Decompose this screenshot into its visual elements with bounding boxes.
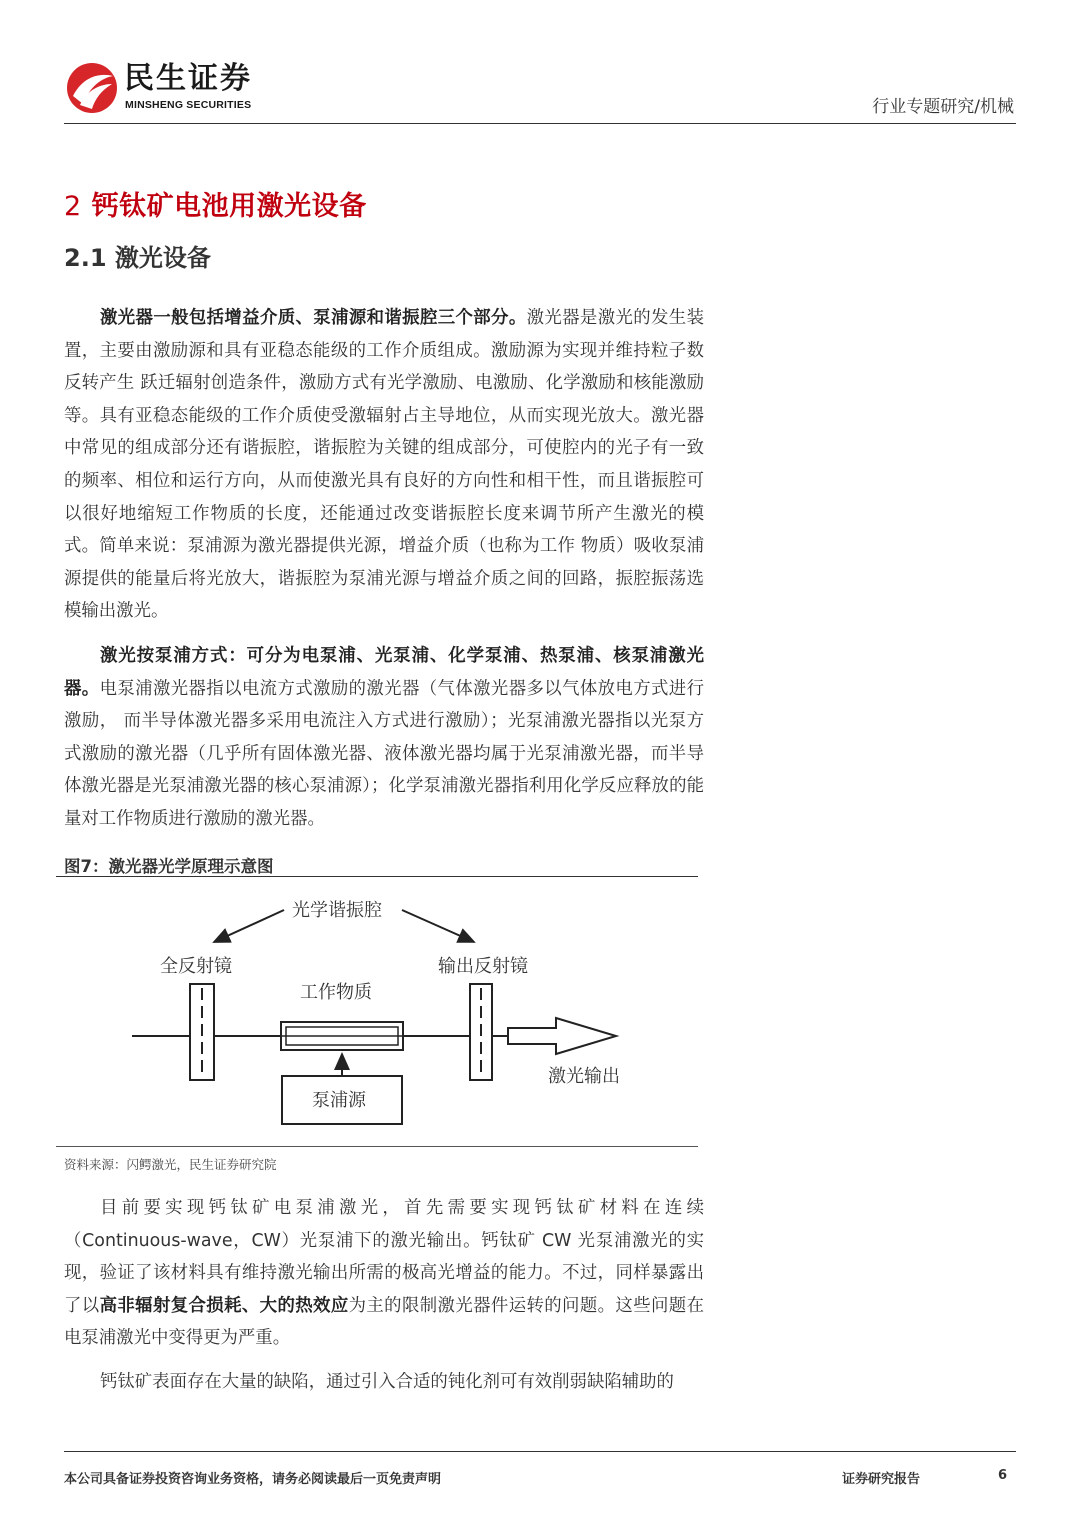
figure-bottom-rule [56,1146,698,1147]
brand-name-cn: 民生证券 [124,61,252,96]
working-medium [281,1022,403,1050]
header-divider [64,123,1016,124]
output-mirror [470,984,492,1080]
laser-output-arrow [508,1018,616,1054]
subsection-heading: 2.1 激光设备 [64,244,211,272]
footer-disclaimer: 本公司具备证券投资咨询业务资格，请务必阅读最后一页免责声明 [64,1472,442,1487]
output-mirror-label: 输出反射镜 [438,956,528,977]
cavity-label: 光学谐振腔 [292,900,382,921]
full-mirror-label: 全反射镜 [160,956,232,977]
report-category: 行业专题研究/机械 [872,97,1014,117]
laser-principle-diagram [56,880,698,1142]
medium-label: 工作物质 [300,982,372,1003]
section-number: 2 [64,191,82,222]
figure-top-rule [56,876,698,877]
full-reflecting-mirror [190,984,214,1080]
brand-name-en: MINSHENG SECURITIES [125,99,252,111]
footer-divider [64,1451,1016,1452]
page-number: 6 [998,1468,1008,1483]
section-title: 钙钛矿电池用激光设备 [91,191,367,222]
paragraph-pump-methods [64,640,704,836]
laser-output-label: 激光输出 [548,1066,620,1087]
cavity-arrow-left [214,910,284,942]
figure-title: 图7：激光器光学原理示意图 [64,857,274,876]
paragraph-emphasis: 高非辐射复合损耗、大的热效应 [99,1295,349,1316]
paragraph-body-c: 为主的限制激光器件运转的问题。这些问题在电泵浦激光中变得更为严重。 [64,1295,704,1349]
paragraph-laser-components [64,302,704,628]
paragraph-cw-pumping [64,1192,704,1355]
cavity-arrow-right [402,910,474,942]
footer-report-type: 证券研究报告 [842,1472,921,1487]
minsheng-logo-icon [66,62,118,114]
paragraph-defects: 钙钛矿表面存在大量的缺陷，通过引入合适的钝化剂可有效削弱缺陷辅助的 [100,1372,674,1392]
figure-source: 资料来源：闪鳄激光，民生证券研究院 [64,1157,277,1172]
paragraph-body: 电泵浦激光器指以电流方式激励的激光器（气体激光器多以气体放电方式进行激励， 而半导体激光器多采用电流注入方式进行激励）；光泵浦激光器指以光泵方式激励的激光器（几乎所有固体激光器、液体激光器均属于光泵浦激光器，而半导体激光器是光泵浦激光器的核心泵浦源）；化学泵浦激光器指利用化学反应释放的能量对工作物质进行激励的激光器。 [64,678,704,829]
paragraph-lead: 激光器一般包括增益介质、泵浦源和谐振腔三个部分。 [100,308,527,328]
pump-label: 泵浦源 [312,1090,366,1111]
paragraph-body: 激光器是激光的发生装置，主要由激励源和具有亚稳态能级的工作介质组成。激励源为实现并维持粒子数反转产生 跃迁辐射创造条件，激励方式有光学激励、电激励、化学激励和核能激励等。具有亚稳态能级的工作介质使受激辐射占主导地位，从而实现光放大。激光器中常见的组成部分还有谐振腔，谐振腔为关键的组成部分，可使腔内的光子有一致的频率、相位和运行方向，从而使激光具有良好的方向性和相干性，而且谐振腔可以很好地缩短工作物质的长度，还能通过改变谐振腔长度来调节所产生激光的模式。简单来说：泵浦源为激光器提供光源，增益介质（也称为工作 物质）吸收泵浦源提供的能量后将光放大，谐振腔为泵浦光源与增益介质之间的回路，振腔振荡选模输出激光。 [64,308,704,622]
paragraph-lead: 激光按泵浦方式：可分为电泵浦、光泵浦、化学泵浦、热泵浦、核泵浦激光器。 [64,646,704,699]
paragraph-body-a: 目前要实现钙钛矿电泵浦激光，首先需要实现钙钛矿材料在连续（Continuous-wave，CW）光泵浦下的激光输出。钙钛矿 CW 光泵浦激光的实现，验证了该材料具有维持激光输出所需的极高光增益的能力。不过，同样暴露出了以 [64,1198,704,1316]
section-heading [64,184,367,223]
